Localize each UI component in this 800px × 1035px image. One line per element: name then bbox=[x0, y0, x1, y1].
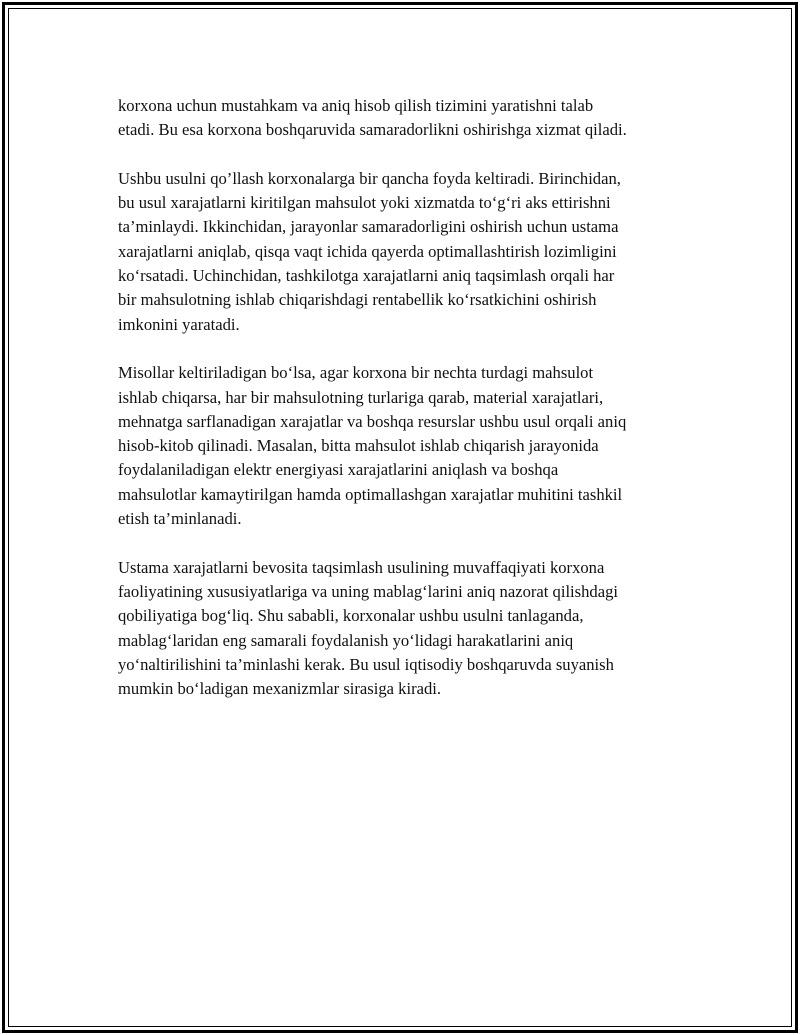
text-line: Ustama xarajatlarni bevosita taqsimlash usulining muvaffaqiyati korxona bbox=[118, 557, 605, 577]
text-line: mumkin bo‘ladigan mexanizmlar sirasiga kiradi. bbox=[118, 679, 442, 699]
text-line: Misollar keltiriladigan bo‘lsa, agar korxona bir nechta turdagi mahsulot bbox=[118, 363, 594, 383]
text-line: faoliyatining xususiyatlariga va uning mablag‘larini aniq nazorat qilishdagi bbox=[118, 581, 618, 601]
paragraph-3 bbox=[118, 361, 690, 531]
text-line: ta’minlaydi. Ikkinchidan, jarayonlar samaradorligini oshirish uchun ustama bbox=[118, 217, 619, 237]
text-line: mehnatga sarflanadigan xarajatlar va boshqa resurslar ushbu usul orqali aniq bbox=[118, 411, 627, 431]
text-line: hisob-kitob qilinadi. Masalan, bitta mahsulot ishlab chiqarish jarayonida bbox=[118, 436, 599, 456]
document-body bbox=[118, 94, 690, 726]
text-line: yo‘naltirilishini ta’minlashi kerak. Bu usul iqtisodiy boshqaruvda suyanish bbox=[118, 654, 614, 674]
text-line: bu usul xarajatlarni kiritilgan mahsulot yoki xizmatda to‘g‘ri aks ettirishni bbox=[118, 193, 611, 213]
paragraph-1 bbox=[118, 94, 690, 143]
text-line: foydalaniladigan elektr energiyasi xarajatlarini aniqlash va boshqa bbox=[118, 460, 559, 480]
paragraph-4 bbox=[118, 556, 690, 702]
text-line: ishlab chiqarsa, har bir mahsulotning turlariga qarab, material xarajatlari, bbox=[118, 387, 604, 407]
text-line: bir mahsulotning ishlab chiqarishdagi rentabellik ko‘rsatkichini oshirish bbox=[118, 290, 597, 310]
text-line: xarajatlarni aniqlab, qisqa vaqt ichida qayerda optimallashtirish lozimligini bbox=[118, 241, 617, 261]
text-line: korxona uchun mustahkam va aniq hisob qilish tizimini yaratishni talab bbox=[118, 96, 594, 115]
text-line: imkonini yaratadi. bbox=[118, 314, 240, 334]
text-line: mahsulotlar kamaytirilgan hamda optimallashgan xarajatlar muhitini tashkil bbox=[118, 484, 623, 504]
text-line: ko‘rsatadi. Uchinchidan, tashkilotga xarajatlarni aniq taqsimlash orqali har bbox=[118, 266, 615, 286]
text-line: etish ta’minlanadi. bbox=[118, 509, 242, 529]
text-line: etadi. Bu esa korxona boshqaruvida samaradorlikni oshirishga xizmat qiladi. bbox=[118, 120, 627, 140]
text-line: Ushbu usulni qo’llash korxonalarga bir qancha foyda keltiradi. Birinchidan, bbox=[118, 168, 621, 188]
paragraph-2 bbox=[118, 167, 690, 337]
text-line: qobiliyatiga bog‘liq. Shu sababli, korxonalar ushbu usulni tanlaganda, bbox=[118, 606, 584, 626]
text-line: mablag‘laridan eng samarali foydalanish yo‘lidagi harakatlarini aniq bbox=[118, 630, 574, 650]
